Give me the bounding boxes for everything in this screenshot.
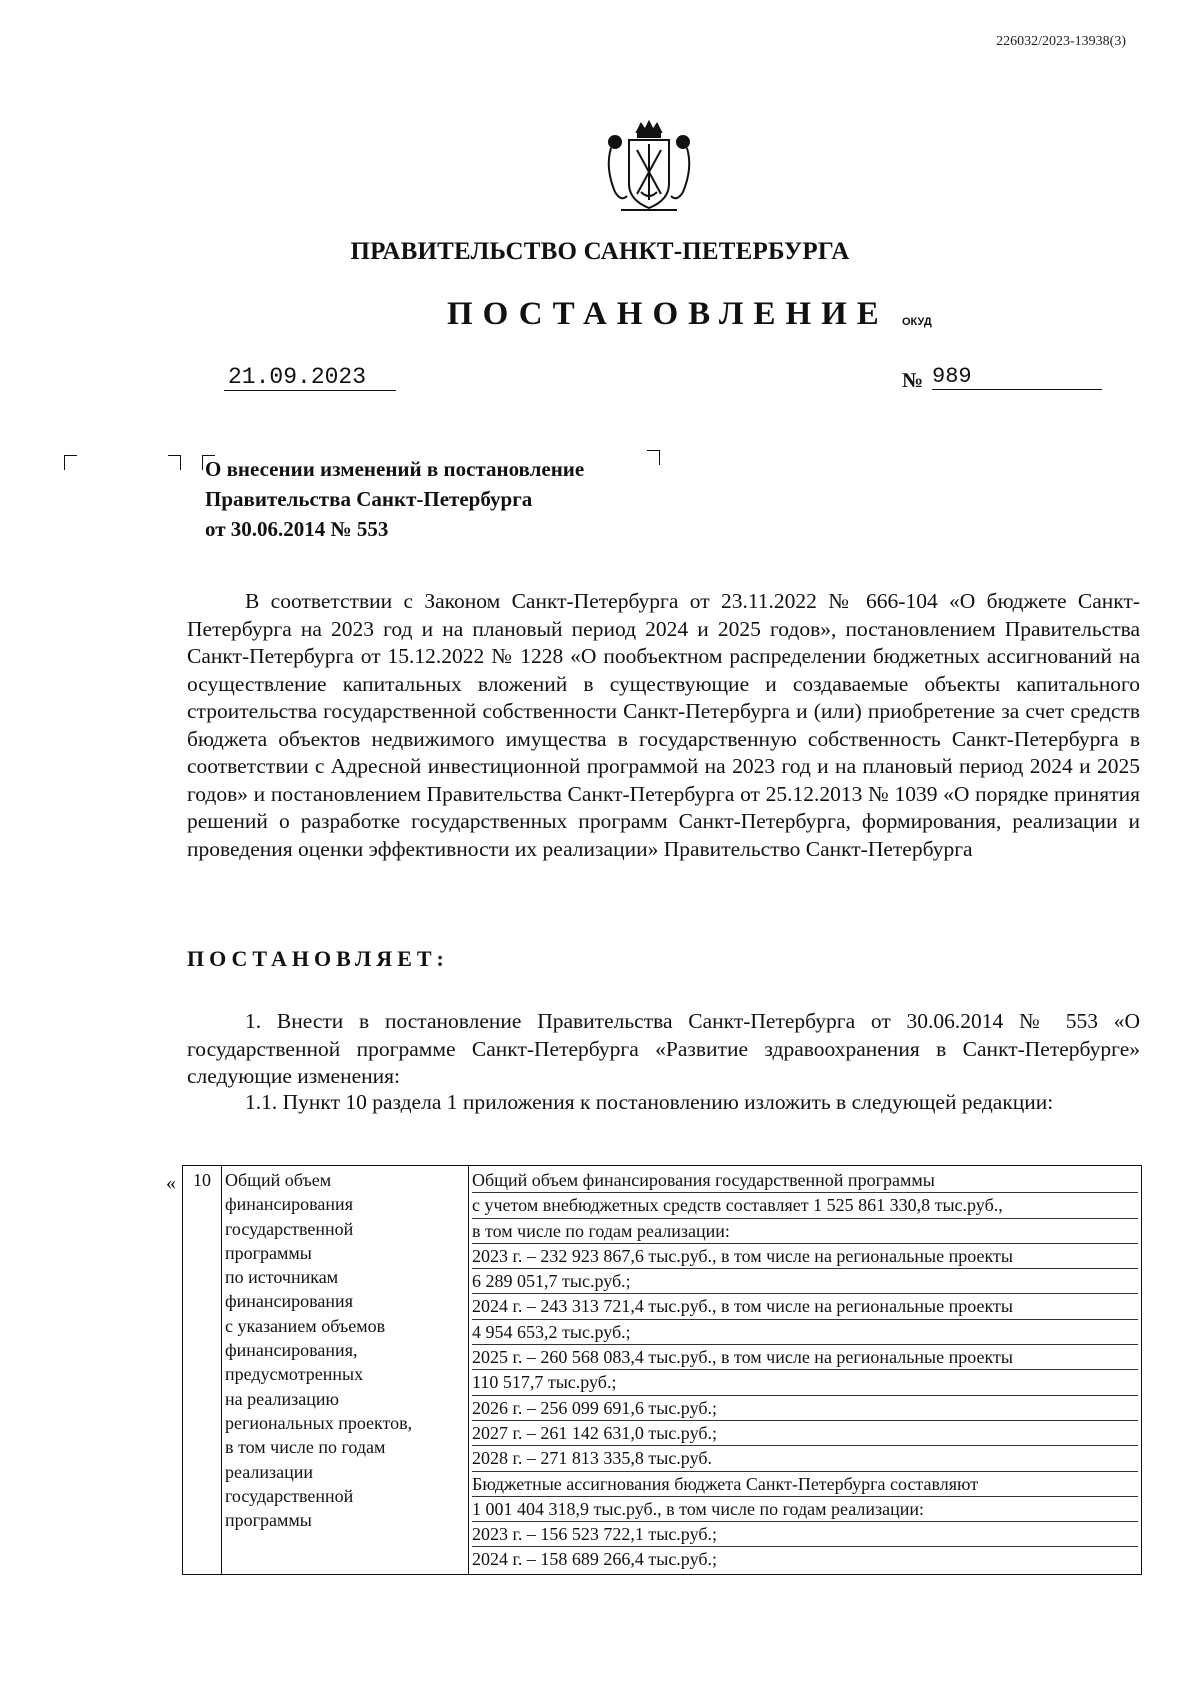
cell-line: финансирования bbox=[225, 1194, 353, 1215]
cell-line: государственной bbox=[225, 1218, 354, 1239]
cell-line: Бюджетные ассигнования бюджета Санкт-Петербурга составляют bbox=[472, 1472, 1138, 1497]
row-value-cell bbox=[469, 1166, 1142, 1575]
preamble-paragraph: В соответствии с Законом Санкт-Петербурга от 23.11.2022 № 666-104 «О бюджете Санкт-Петербурга на 2023 год и на плановый период 2024 и 2025 годов», постановлением Правительства Санкт-Петербурга от 15.12.2022 № 1228 «О пообъектном распределении бюджетных ассигнований на осуществление капитальных вложений в существующие и создаваемые объекты капитального строительства государственной собственности Санкт-Петербурга и (или) приобретение за счет средств бюджета объектов недвижимого имущества в государственную собственность Санкт-Петербурга в соответствии с Адресной инвестиционной программой на 2023 год и на плановый период 2024 и 2025 годов» и постановлением Правительства Санкт-Петербурга от 25.12.2013 № 1039 «О порядке принятия решений о разработке государственных программ Санкт-Петербурга, формирования, реализации и проведения оценки эффективности их реализации» Правительство Санкт-Петербурга bbox=[187, 589, 1140, 861]
cell-line: 2023 г. – 156 523 722,1 тыс.руб.; bbox=[472, 1522, 1138, 1547]
document-date: 21.09.2023 bbox=[224, 364, 396, 391]
cell-line: программы bbox=[225, 1242, 312, 1263]
cell-line: с указанием объемов bbox=[225, 1315, 386, 1336]
cell-line: 2025 г. – 260 568 083,4 тыс.руб., в том числе на региональные проекты bbox=[472, 1345, 1138, 1370]
cell-line: 2027 г. – 261 142 631,0 тыс.руб.; bbox=[472, 1421, 1138, 1446]
cell-line: 2024 г. – 158 689 266,4 тыс.руб.; bbox=[472, 1549, 717, 1570]
corner-mark bbox=[647, 450, 660, 465]
document-id: 226032/2023-13938(3) bbox=[996, 34, 1126, 49]
government-title: ПРАВИТЕЛЬСТВО САНКТ-ПЕТЕРБУРГА bbox=[350, 238, 850, 265]
row-name-cell bbox=[222, 1166, 469, 1575]
document-number: 989 bbox=[932, 364, 1102, 390]
subject-line: О внесении изменений в постановление bbox=[205, 457, 585, 481]
subject-line: Правительства Санкт-Петербурга bbox=[205, 487, 533, 511]
cell-line: 4 954 653,2 тыс.руб.; bbox=[472, 1320, 1138, 1345]
cell-line: на реализацию bbox=[225, 1388, 339, 1409]
item-1-1-paragraph: 1.1. Пункт 10 раздела 1 приложения к постановлению изложить в следующей редакции: bbox=[245, 1090, 1054, 1114]
cell-line: реализации bbox=[225, 1461, 313, 1482]
okud-label: ОКУД bbox=[902, 316, 932, 328]
cell-line: финансирования, bbox=[225, 1340, 358, 1361]
corner-mark bbox=[168, 455, 181, 470]
cell-line: Общий объем финансирования государственной программы bbox=[472, 1168, 1138, 1193]
cell-line: 6 289 051,7 тыс.руб.; bbox=[472, 1269, 1138, 1294]
cell-line: Общий объем bbox=[225, 1170, 332, 1190]
financing-table bbox=[182, 1165, 1142, 1575]
corner-mark bbox=[64, 455, 77, 470]
subject-line: от 30.06.2014 № 553 bbox=[205, 517, 389, 541]
opening-quote: « bbox=[166, 1172, 176, 1194]
decree-heading: ПОСТАНОВЛЯЕТ: bbox=[187, 946, 449, 971]
cell-line: предусмотренных bbox=[225, 1364, 364, 1385]
cell-line: финансирования bbox=[225, 1291, 353, 1312]
item-1-paragraph: 1. Внести в постановление Правительства Санкт-Петербурга от 30.06.2014 № 553 «О государственной программе Санкт-Петербурга «Развитие здравоохранения в Санкт-Петербурге» следующие изменения: bbox=[187, 1009, 1140, 1088]
cell-line: с учетом внебюджетных средств составляет 1 525 861 330,8 тыс.руб., bbox=[472, 1193, 1138, 1218]
cell-line: 2028 г. – 271 813 335,8 тыс.руб. bbox=[472, 1446, 1138, 1471]
cell-line: государственной bbox=[225, 1485, 354, 1506]
row-number-cell: 10 bbox=[183, 1166, 222, 1575]
table-row bbox=[183, 1166, 1142, 1575]
document-subject bbox=[205, 454, 584, 544]
cell-line: 1 001 404 318,9 тыс.руб., в том числе по годам реализации: bbox=[472, 1497, 1138, 1522]
cell-line: 2026 г. – 256 099 691,6 тыс.руб.; bbox=[472, 1396, 1138, 1421]
cell-line: в том числе по годам реализации: bbox=[472, 1219, 1138, 1244]
cell-line: программы bbox=[225, 1510, 312, 1531]
cell-line: 2023 г. – 232 923 867,6 тыс.руб., в том числе на региональные проекты bbox=[472, 1244, 1138, 1269]
coat-of-arms-emblem bbox=[601, 118, 697, 218]
cell-line: региональных проектов, bbox=[225, 1412, 413, 1433]
cell-line: в том числе по годам bbox=[225, 1437, 386, 1458]
cell-line: по источникам bbox=[225, 1267, 339, 1288]
document-type: ПОСТАНОВЛЕНИЕ bbox=[447, 296, 889, 332]
number-label: № bbox=[902, 368, 924, 392]
cell-line: 110 517,7 тыс.руб.; bbox=[472, 1370, 1138, 1395]
cell-line: 2024 г. – 243 313 721,4 тыс.руб., в том числе на региональные проекты bbox=[472, 1294, 1138, 1319]
